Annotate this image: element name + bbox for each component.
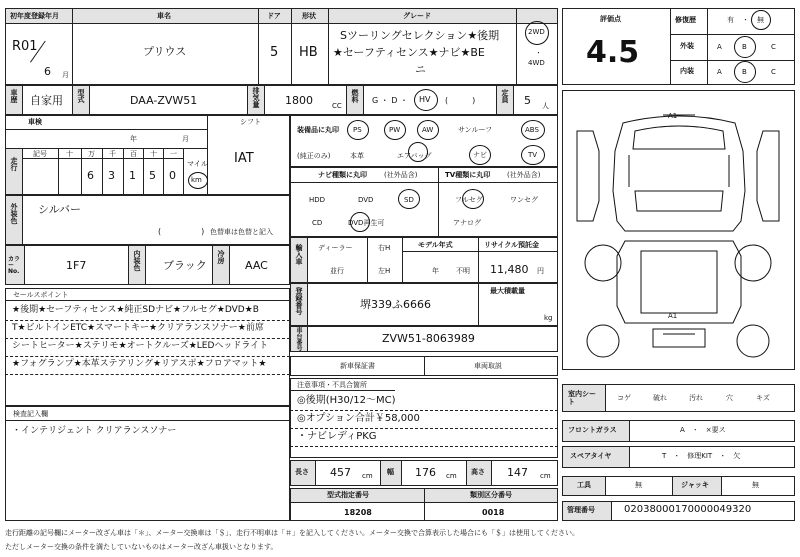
drive-4wd: 4WD xyxy=(528,59,545,67)
type-designation-label: 型式指定番号 xyxy=(327,491,369,499)
mileage-mark: 記号 xyxy=(33,150,47,158)
displacement-unit: CC xyxy=(332,102,342,110)
inspection-month: 月 xyxy=(182,135,189,143)
usage-label: 車歴 xyxy=(10,89,18,103)
grade-line3: ニ xyxy=(415,63,426,76)
interior-color-label: 内装色 xyxy=(133,250,141,271)
spare-label: スペアタイヤ xyxy=(570,452,612,460)
sales-line-2: T★ビルトインETC★スマートキー★クリアランスソナー★前席 xyxy=(12,323,264,333)
mileage-digit-1: 6 xyxy=(87,169,94,182)
model-year-unknown: 不明 xyxy=(456,267,470,275)
interior-label: 内装 xyxy=(680,67,694,75)
exterior-a: A xyxy=(717,43,722,51)
notes-line-1: ◎後期(H30/12～MC) xyxy=(297,395,396,406)
mileage-unit-2: 千 xyxy=(109,150,116,158)
width-unit: cm xyxy=(446,472,457,480)
warranty-label: 新車保証書 xyxy=(340,362,375,370)
spare-opts: T ・ 修理KIT ・ 欠 xyxy=(662,452,741,460)
sheet-label: 室内シート xyxy=(568,390,596,407)
first-reg-month: 6 xyxy=(44,65,51,78)
footer-line-2: ただしメーター交換の条件を満たしていないものはメーター改ざん車扱いとなります。 xyxy=(5,543,278,551)
sales-line-3: シートヒーター★ステリモ★オートクルーズ★LEDヘッドライト xyxy=(12,341,269,351)
usage-value: 自家用 xyxy=(30,94,63,107)
rating-label: 評価点 xyxy=(600,15,621,23)
repair-no: 無 xyxy=(757,16,764,24)
first-reg-label: 初年度登録年月 xyxy=(10,12,59,20)
tools-label: 工具 xyxy=(577,481,591,489)
equip-tv: TV xyxy=(528,151,538,159)
jack-value: 無 xyxy=(752,481,759,489)
model-year-year: 年 xyxy=(432,267,439,275)
mileage-unit-0: 十 xyxy=(66,150,73,158)
navi-dvd-play: DVD再生可 xyxy=(348,219,385,227)
sheet-item-3: 穴 xyxy=(726,394,733,402)
tv-analog: アナログ xyxy=(453,219,481,227)
equip-leather: 本革 xyxy=(350,152,364,160)
exterior-b: B xyxy=(742,43,747,51)
interior-a: A xyxy=(717,68,722,76)
recycle-value: 11,480 xyxy=(490,263,529,276)
top-header xyxy=(5,8,558,24)
shift-value: IAT xyxy=(234,151,254,166)
mileage-unit-4: 十 xyxy=(150,150,157,158)
inspector-line: ・インテリジェント クリアランスソナー xyxy=(12,426,177,436)
equip-airbag: エアバッグ xyxy=(397,152,432,160)
import-dealer: ディーラー xyxy=(318,244,353,252)
first-reg-month-unit: 月 xyxy=(62,71,69,79)
sheet-item-2: 汚れ xyxy=(689,394,703,402)
color-value: シルバー xyxy=(38,203,81,216)
max-load-label: 最大積載量 xyxy=(490,287,525,295)
chassis-value: ZVW51-8063989 xyxy=(382,332,475,345)
exterior-c: C xyxy=(771,43,776,51)
max-load-unit: kg xyxy=(544,314,553,322)
mgmt-label: 管理番号 xyxy=(567,506,595,514)
tv-sub: (社外品含) xyxy=(507,171,541,179)
chassis-label: 車台番号 xyxy=(295,327,302,351)
mileage-unit-1: 万 xyxy=(88,150,95,158)
notes-line-3: ・ナビレディPKG xyxy=(297,431,377,442)
navi-dvd: DVD xyxy=(358,196,374,204)
interior-c: C xyxy=(771,68,776,76)
mileage-digit-5: 0 xyxy=(169,169,176,182)
windshield-label: フロントガラス xyxy=(568,426,617,434)
car-outline-svg xyxy=(563,91,794,369)
notes-label: 注意事項・不具合箇所 xyxy=(297,381,367,389)
fuel-options: G ・ D ・ xyxy=(372,96,408,105)
navi-hdd: HDD xyxy=(309,196,326,204)
import-parallel: 並行 xyxy=(330,267,344,275)
mileage-digit-3: 1 xyxy=(129,169,136,182)
manual-label: 車両取説 xyxy=(474,362,502,370)
navi-sub: (社外品含) xyxy=(384,171,418,179)
mileage-km: km xyxy=(191,176,202,184)
doors-value: 5 xyxy=(270,45,279,60)
a1-bottom-label: A1 xyxy=(668,312,678,320)
inspector-label: 検査記入欄 xyxy=(13,410,48,418)
mileage-unit-3: 百 xyxy=(130,150,137,158)
import-label: 輸入車 xyxy=(295,244,303,265)
sheet-item-0: コゲ xyxy=(617,394,631,402)
tv-oneseg: ワンセグ xyxy=(510,196,538,204)
equip-abs: ABS xyxy=(525,126,539,134)
recycle-unit: 円 xyxy=(537,267,544,275)
car-name-value: プリウス xyxy=(143,45,187,58)
length-label: 長さ xyxy=(295,468,309,476)
color-no-label: カラーNo. xyxy=(8,256,21,275)
mileage-digit-4: 5 xyxy=(149,169,156,182)
ac-value: AAC xyxy=(245,259,268,272)
auction-sheet: 初年度登録年月 R01 6 月 車名 プリウス ドア 5 形状 HB グレード Sツーリングセレクション★後期 ★セーフティセンス★ナビ★BE ニ 2WD ・ 4WD 車歴 自家用 型式 DAA-ZVW51 排気量 1800 CC 燃料 G ・ D ・ HV ( ) 定員 5 人 車検 年 月 シフト IAT 走行 記号 十 万 千 百 十 一 6 3 1 5 0 マイル km 外装色 シルバー ( ) 色替車は色替と記入 カラーNo. 1F7 内装色 ブラック 冷房 AAC セールスポイント ★後期★セーフティセンス★純正SDナビ★フルセグ★DVD★B T★ビルトインETC★スマートキー★クリアランスソナー★前席 シートヒーター★ステリモ★オートクルーズ★LEDヘッドライト ★フォグランプ★本革ステアリング★リアスポ★フロアマット★ 検査記入欄 ・インテリジェント クリアランスソナー 装備品に丸印 (純正のみ) PS PW AW サンルーフ ABS 本革 エアバッグ ナビ TV ナビ種類に丸印 (社外品含) TV種類に丸印 (社外品含) HDD DVD SD CD DVD再生可 フルセグ ワンセグ アナログ 輸入車 ディーラー 並行 右H 左H モデル年式 年 不明 リサイクル預託金 11,480 円 登録番号 堺339ふ6666 最大積載量 kg 車台番号 ZVW51-8063989 新車保証書 車両取説 注意事項・不具合箇所 ◎後期(H30/12～MC) ◎オプション合計￥58,000 ・ナビレディPKG 長さ 457 cm 幅 176 cm 高さ 147 cm 型式指定番号 18208 類別区分番号 0018 評価点 4.5 修復歴 有 ・ 無 外装 A B C 内装 A B C A1 A1 室内シート コゲ 破れ 汚れ 穴 キズ フロントガラス A ・ ×要ス スペアタイヤ T ・ 修理KIT ・ 欠 工具 無 ジャッキ 無 管理番号 02038000170000049320 走行距離の記号欄にメーター改ざん車は「＊」、メーター交換車は「＄」、走行不明車は「＃」を記入してください。メーター交換で合算表示した場合にも「＄」は使用してください。 ただしメーター交換の条件を満たしていないものはメーター改ざん車扱いとなります。 xyxy=(0,0,800,557)
navi-label: ナビ種類に丸印 xyxy=(318,171,367,179)
notes-line-2: ◎オプション合計￥58,000 xyxy=(297,413,420,424)
grade-line2: ★セーフティセンス★ナビ★BE xyxy=(333,46,485,59)
body-shape-value: HB xyxy=(299,45,318,60)
fuel-paren: ( ) xyxy=(445,96,476,105)
type-designation-value: 18208 xyxy=(344,508,372,517)
color-label: 外装色 xyxy=(10,203,18,224)
doors-label: ドア xyxy=(267,12,281,20)
height-label: 高さ xyxy=(471,468,485,476)
sales-line-1: ★後期★セーフティセンス★純正SDナビ★フルセグ★DVD★B xyxy=(12,305,259,315)
import-rh: 右H xyxy=(378,244,391,252)
tv-label: TV種類に丸印 xyxy=(445,171,491,179)
displacement-value: 1800 xyxy=(285,94,313,107)
height-value: 147 xyxy=(507,466,528,479)
model-year-label: モデル年式 xyxy=(418,241,453,249)
color-note: 色替車は色替と記入 xyxy=(210,228,273,236)
inspection-label: 車検 xyxy=(28,118,42,126)
equipment-label: 装備品に丸印 xyxy=(297,126,339,134)
inspection-year: 年 xyxy=(130,135,137,143)
mileage-label: 走行 xyxy=(10,157,18,171)
repair-dot: ・ xyxy=(742,16,749,24)
interior-color-value: ブラック xyxy=(163,259,207,272)
inspector-notes xyxy=(5,406,290,521)
exterior-label: 外装 xyxy=(680,42,694,50)
a1-top-label: A1 xyxy=(668,112,678,120)
car-name-label: 車名 xyxy=(157,12,171,20)
equip-pw: PW xyxy=(389,126,401,134)
drive-2wd: 2WD xyxy=(528,28,545,36)
model-type-label: 型式 xyxy=(77,89,85,103)
recycle-label: リサイクル預託金 xyxy=(484,241,540,249)
car-diagram xyxy=(562,90,795,370)
first-reg-era: R01 xyxy=(12,39,38,54)
jack-label: ジャッキ xyxy=(681,481,709,489)
body-shape-label: 形状 xyxy=(302,12,316,20)
rating-value: 4.5 xyxy=(586,35,640,70)
sheet-item-4: キズ xyxy=(756,394,770,402)
interior-b: B xyxy=(742,68,747,76)
fuel-label: 燃料 xyxy=(351,89,359,103)
windshield-opts: A ・ ×要ス xyxy=(680,426,726,434)
mileage-mile: マイル xyxy=(187,160,208,168)
shift-label: シフト xyxy=(240,118,261,126)
equip-sunroof: サンルーフ xyxy=(458,126,493,134)
color-paren: ( ) xyxy=(158,227,205,236)
grade-label: グレード xyxy=(403,12,431,20)
sales-points-label: セールスポイント xyxy=(13,291,69,299)
class-no-label: 類別区分番号 xyxy=(470,491,512,499)
mileage-digit-2: 3 xyxy=(108,169,115,182)
color-no-value: 1F7 xyxy=(66,259,87,272)
equipment-sub: (純正のみ) xyxy=(297,152,331,160)
equip-navi: ナビ xyxy=(473,151,487,159)
capacity-value: 5 xyxy=(524,94,531,107)
grade-line1: Sツーリングセレクション★後期 xyxy=(340,29,500,42)
ac-label: 冷房 xyxy=(217,250,225,264)
mgmt-value: 02038000170000049320 xyxy=(624,504,752,515)
import-lh: 左H xyxy=(378,267,391,275)
length-value: 457 xyxy=(330,466,351,479)
height-unit: cm xyxy=(540,472,551,480)
repair-label: 修復歴 xyxy=(675,16,696,24)
capacity-unit: 人 xyxy=(542,102,549,110)
width-value: 176 xyxy=(415,466,436,479)
sales-line-4: ★フォグランプ★本革ステアリング★リアスポ★フロアマット★ xyxy=(12,359,267,369)
displacement-label: 排気量 xyxy=(252,87,260,108)
navi-sd: SD xyxy=(404,196,414,204)
class-no-value: 0018 xyxy=(482,508,505,517)
capacity-label: 定員 xyxy=(501,89,509,103)
tools-value: 無 xyxy=(635,481,642,489)
equip-ps: PS xyxy=(353,126,362,134)
reg-no-label: 登録番号 xyxy=(295,287,303,315)
fuel-hv: HV xyxy=(419,95,431,104)
navi-cd: CD xyxy=(312,219,323,227)
equip-aw: AW xyxy=(422,126,434,134)
mileage-unit-5: 一 xyxy=(170,150,177,158)
footer-line-1: 走行距離の記号欄にメーター改ざん車は「＊」、メーター交換車は「＄」、走行不明車は「＃」を記入してください。メーター交換で合算表示した場合にも「＄」は使用してください。 xyxy=(5,529,579,537)
width-label: 幅 xyxy=(387,468,394,476)
sheet-item-1: 破れ xyxy=(653,394,667,402)
reg-no-value: 堺339ふ6666 xyxy=(360,298,431,311)
tv-fullseg: フルセグ xyxy=(455,196,483,204)
length-unit: cm xyxy=(362,472,373,480)
repair-yes: 有 xyxy=(727,16,734,24)
model-type-value: DAA-ZVW51 xyxy=(130,94,198,107)
